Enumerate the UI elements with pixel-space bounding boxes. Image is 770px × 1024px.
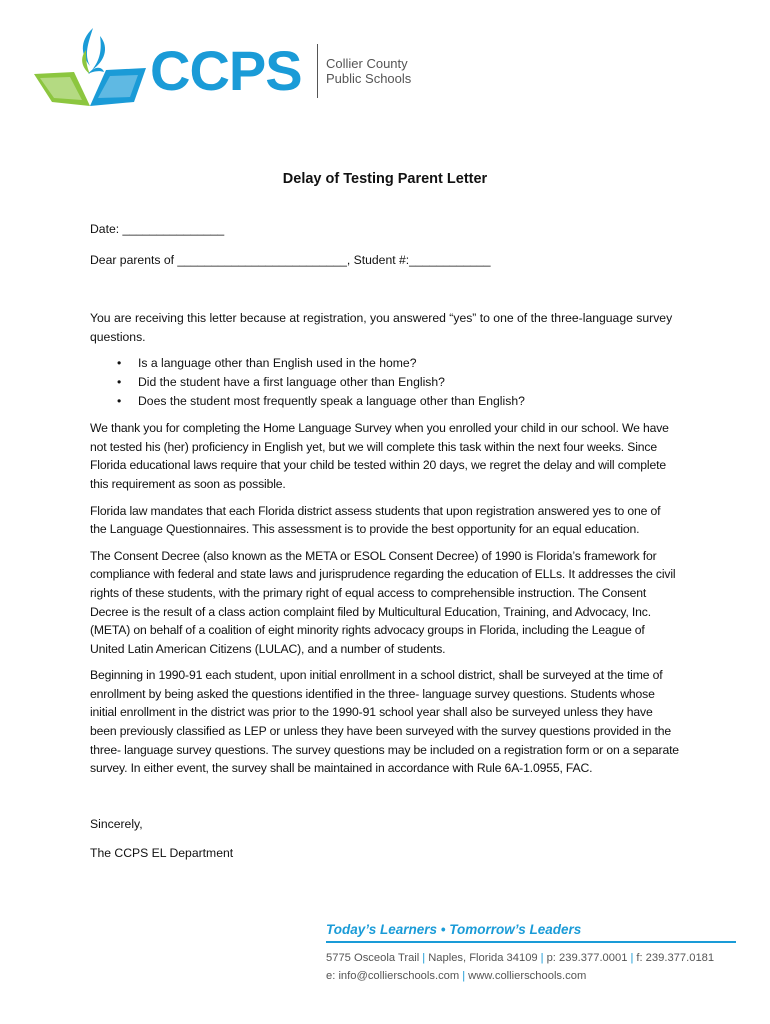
district-line-1: Collier County <box>326 56 408 71</box>
survey-questions-list <box>90 354 680 410</box>
salutation-line: Dear parents of _________________________, Student #:____________ <box>90 252 491 267</box>
letter-body <box>90 220 680 863</box>
list-item: • Is a language other than English used in the home? <box>138 354 680 373</box>
book-flame-icon <box>30 22 150 112</box>
footer-city: Naples, Florida 34109 <box>428 952 538 964</box>
letterhead-footer <box>326 922 736 985</box>
footer-fax: f: 239.377.0181 <box>636 952 715 964</box>
footer-contact-line <box>326 949 736 967</box>
footer-phone: p: 239.377.0001 <box>546 952 628 964</box>
footer-divider <box>326 941 736 943</box>
paragraph-consent-decree: The Consent Decree (also known as the META or ESOL Consent Decree) of 1990 is Florida’s framework for compliance with federal and state laws and jurisprudence regarding the education of ELLs. It addresses the civil rights of these students, with the primary right of equal access to comprehensible instruction. The Consent Decree is the result of a class action complaint filed by Multicultural Education, Training, and Advocacy, Inc. (META) on behalf of a coalition of eight minority rights advocacy groups in Florida, including the League of United Latin American Citizens (LULAC), and a number of students. <box>90 548 676 656</box>
district-line-2: Public Schools <box>326 71 412 86</box>
separator: | <box>540 952 544 964</box>
district-name <box>326 56 411 86</box>
paragraph-florida-law: Florida law mandates that each Florida district assess students that upon registration answered yes to one of the Language Questionnaires. This assessment is to provide the best opportunity for an equal education. <box>90 503 661 537</box>
closing: Sincerely, <box>90 816 143 831</box>
separator: | <box>630 952 634 964</box>
paragraph-thank-you: We thank you for completing the Home Language Survey when you enrolled your child in our school. We have not tested his (her) proficiency in English yet, but we will complete this task within the next four weeks. Since Florida educational laws require that your child be tested within 20 days, we regret the delay and will complete this requirement as soon as possible. <box>90 421 669 491</box>
footer-tagline: Today’s Learners • Tomorrow’s Leaders <box>326 922 582 937</box>
logo-divider <box>317 44 318 98</box>
letter-title: Delay of Testing Parent Letter <box>282 171 488 187</box>
footer-email[interactable]: e: info@collierschools.com <box>326 970 460 982</box>
footer-web-line <box>326 967 736 985</box>
list-item: • Does the student most frequently speak a language other than English? <box>138 392 680 411</box>
signature: The CCPS EL Department <box>90 846 234 861</box>
date-line: Date: _______________ <box>90 222 225 236</box>
intro-paragraph: You are receiving this letter because at registration, you answered “yes” to one of the three-language survey questions. <box>90 311 673 344</box>
list-item: • Did the student have a first language other than English? <box>138 373 680 392</box>
separator: | <box>422 952 426 964</box>
paragraph-enrollment: Beginning in 1990-91 each student, upon initial enrollment in a school district, shall be surveyed at the time of enrollment by being asked the questions identified in the three- language survey questions. Students whose initial enrollment in the district was prior to the 1990-91 school year shall also be surveyed unless they have been previously classified as LEP or unless they have been surveyed with the survey questions provided in the three- language survey questions. The survey questions may be included on a registration form or on a separate survey. In either event, the survey shall be maintained in accordance with Rule 6A-1.0955, FAC. <box>90 668 679 776</box>
footer-address: 5775 Osceola Trail <box>326 952 420 964</box>
separator: | <box>462 970 466 982</box>
footer-website[interactable]: www.collierschools.com <box>468 970 587 982</box>
logo-wordmark: CCPS <box>150 39 302 102</box>
